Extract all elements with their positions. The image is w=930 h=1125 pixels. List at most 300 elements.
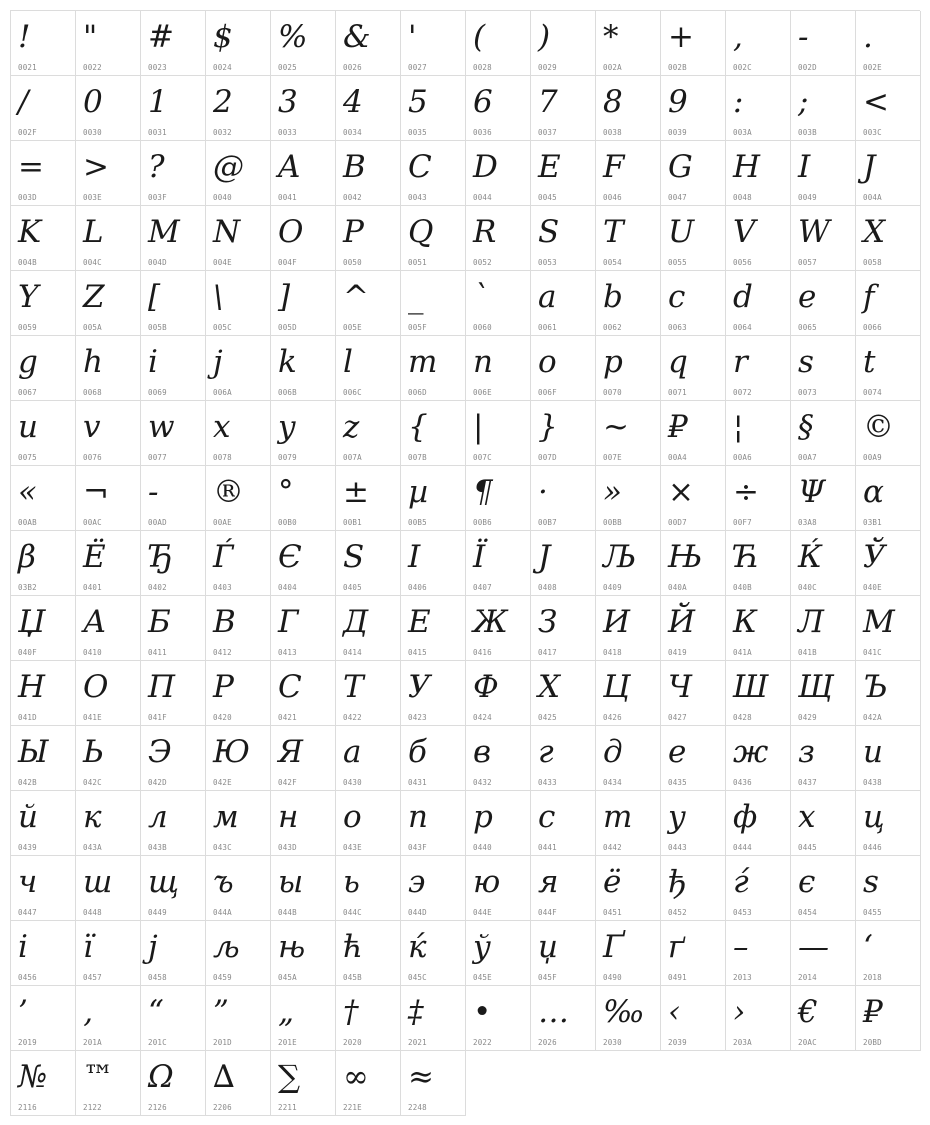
- glyph-character: L: [83, 214, 104, 250]
- glyph-cell: [791, 791, 856, 856]
- glyph-cell: [466, 466, 531, 531]
- glyph-cell: [336, 206, 401, 271]
- glyph-character: d: [733, 279, 753, 315]
- glyph-character: €: [798, 994, 818, 1030]
- glyph-codepoint: 0414: [343, 648, 362, 657]
- glyph-cell: [791, 11, 856, 76]
- glyph-codepoint: 045E: [473, 973, 492, 982]
- glyph-character: ,: [733, 19, 743, 55]
- glyph-character: —: [798, 929, 829, 965]
- glyph-character: s: [798, 344, 814, 380]
- glyph-cell: [141, 596, 206, 661]
- glyph-codepoint: 0407: [473, 583, 492, 592]
- glyph-cell: [11, 1051, 76, 1116]
- glyph-codepoint: 0457: [83, 973, 102, 982]
- glyph-cell: [206, 206, 271, 271]
- glyph-codepoint: 0429: [798, 713, 817, 722]
- glyph-cell: [661, 336, 726, 401]
- glyph-codepoint: 0406: [408, 583, 427, 592]
- glyph-codepoint: 044A: [213, 908, 232, 917]
- glyph-character: o: [538, 344, 557, 380]
- glyph-codepoint: 221E: [343, 1103, 362, 1112]
- glyph-cell: [726, 531, 791, 596]
- glyph-codepoint: 007B: [408, 453, 427, 462]
- glyph-codepoint: 00B1: [343, 518, 362, 527]
- glyph-character: Е: [408, 604, 431, 640]
- glyph-codepoint: 003D: [18, 193, 37, 202]
- glyph-cell: [76, 726, 141, 791]
- glyph-cell: [401, 206, 466, 271]
- glyph-character: ¶: [473, 474, 493, 510]
- glyph-cell: [531, 11, 596, 76]
- glyph-codepoint: 2026: [538, 1038, 557, 1047]
- glyph-cell: [401, 531, 466, 596]
- glyph-codepoint: 002F: [18, 128, 37, 137]
- glyph-cell: [206, 726, 271, 791]
- glyph-cell: [856, 336, 921, 401]
- glyph-character: B: [343, 149, 366, 185]
- glyph-codepoint: 044B: [278, 908, 297, 917]
- glyph-cell: [11, 856, 76, 921]
- glyph-codepoint: 2122: [83, 1103, 102, 1112]
- glyph-codepoint: 0063: [668, 323, 687, 332]
- glyph-character: У: [408, 669, 431, 705]
- glyph-codepoint: 2022: [473, 1038, 492, 1047]
- glyph-codepoint: 2013: [733, 973, 752, 982]
- glyph-character: }: [538, 409, 558, 445]
- glyph-cell: [76, 661, 141, 726]
- glyph-codepoint: 043E: [343, 843, 362, 852]
- glyph-character: в: [473, 734, 492, 770]
- glyph-character: ¬: [83, 474, 109, 510]
- glyph-cell: [11, 336, 76, 401]
- glyph-character: ђ: [668, 864, 688, 900]
- glyph-codepoint: 201D: [213, 1038, 232, 1047]
- glyph-codepoint: 0412: [213, 648, 232, 657]
- glyph-cell: [726, 661, 791, 726]
- glyph-character: M: [148, 214, 180, 250]
- glyph-character: .: [863, 19, 873, 55]
- glyph-codepoint: 045B: [343, 973, 362, 982]
- glyph-character: W: [798, 214, 830, 250]
- glyph-codepoint: 007D: [538, 453, 557, 462]
- glyph-codepoint: 03B1: [863, 518, 882, 527]
- glyph-cell: [141, 401, 206, 466]
- glyph-codepoint: 0418: [603, 648, 622, 657]
- glyph-character: Ь: [83, 734, 104, 770]
- glyph-cell: [76, 596, 141, 661]
- glyph-codepoint: 040C: [798, 583, 817, 592]
- glyph-codepoint: 002B: [668, 63, 687, 72]
- glyph-codepoint: 0413: [278, 648, 297, 657]
- glyph-cell: [531, 336, 596, 401]
- glyph-codepoint: 0061: [538, 323, 557, 332]
- glyph-cell: [271, 1051, 336, 1116]
- glyph-codepoint: 040B: [733, 583, 752, 592]
- glyph-codepoint: 002E: [863, 63, 882, 72]
- glyph-cell: [11, 141, 76, 206]
- glyph-cell: [271, 206, 336, 271]
- glyph-character: Ψ: [798, 474, 826, 510]
- glyph-cell: [466, 271, 531, 336]
- glyph-cell: [141, 661, 206, 726]
- glyph-cell: [206, 11, 271, 76]
- glyph-codepoint: 041A: [733, 648, 752, 657]
- glyph-character: Z: [83, 279, 105, 315]
- glyph-character: m: [408, 344, 438, 380]
- glyph-codepoint: 005C: [213, 323, 232, 332]
- glyph-character: a: [538, 279, 557, 315]
- glyph-cell: [76, 76, 141, 141]
- glyph-character: Q: [408, 214, 434, 250]
- glyph-codepoint: 0432: [473, 778, 492, 787]
- glyph-character: Њ: [668, 539, 703, 575]
- glyph-cell: [11, 531, 76, 596]
- glyph-cell: [336, 336, 401, 401]
- glyph-character: ?: [148, 149, 165, 185]
- glyph-codepoint: 042E: [213, 778, 232, 787]
- glyph-character: В: [213, 604, 236, 640]
- glyph-character: №: [18, 1059, 48, 1095]
- glyph-codepoint: 004C: [83, 258, 102, 267]
- glyph-character: ґ: [668, 929, 685, 965]
- glyph-codepoint: 0405: [343, 583, 362, 592]
- glyph-codepoint: 0074: [863, 388, 882, 397]
- glyph-cell: [271, 466, 336, 531]
- glyph-character: Ќ: [798, 539, 822, 575]
- glyph-cell: [76, 791, 141, 856]
- glyph-character: v: [83, 409, 101, 445]
- glyph-character: х: [798, 799, 816, 835]
- glyph-cell: [791, 401, 856, 466]
- glyph-codepoint: 003B: [798, 128, 817, 137]
- glyph-cell: [791, 76, 856, 141]
- glyph-character: b: [603, 279, 623, 315]
- glyph-character: ": [83, 19, 98, 55]
- glyph-codepoint: 00A7: [798, 453, 817, 462]
- glyph-cell: [271, 76, 336, 141]
- glyph-character: П: [148, 669, 176, 705]
- glyph-character: %: [278, 19, 308, 55]
- glyph-character: ±: [343, 474, 369, 510]
- glyph-cell: [336, 271, 401, 336]
- glyph-codepoint: 0035: [408, 128, 427, 137]
- glyph-cell: [856, 271, 921, 336]
- glyph-character: S: [538, 214, 560, 250]
- glyph-character: м: [213, 799, 239, 835]
- glyph-cell: [141, 466, 206, 531]
- glyph-cell: [791, 726, 856, 791]
- glyph-codepoint: 0427: [668, 713, 687, 722]
- glyph-codepoint: 043C: [213, 843, 232, 852]
- glyph-codepoint: 007E: [603, 453, 622, 462]
- glyph-character: Ж: [473, 604, 508, 640]
- glyph-character: ): [538, 19, 551, 55]
- glyph-cell: [76, 856, 141, 921]
- glyph-codepoint: 043B: [148, 843, 167, 852]
- glyph-codepoint: 0021: [18, 63, 37, 72]
- glyph-character: ™: [83, 1059, 114, 1095]
- glyph-character: М: [863, 604, 895, 640]
- glyph-character: P: [343, 214, 364, 250]
- glyph-codepoint: 041C: [863, 648, 882, 657]
- glyph-cell: [726, 921, 791, 986]
- glyph-codepoint: 0433: [538, 778, 557, 787]
- glyph-character: џ: [538, 929, 558, 965]
- glyph-codepoint: 004E: [213, 258, 232, 267]
- glyph-codepoint: 0419: [668, 648, 687, 657]
- glyph-character: Т: [343, 669, 364, 705]
- glyph-cell: [206, 76, 271, 141]
- glyph-cell: [141, 791, 206, 856]
- glyph-character: g: [18, 344, 38, 380]
- glyph-character: э: [408, 864, 426, 900]
- glyph-cell: [726, 271, 791, 336]
- glyph-character: A: [278, 149, 301, 185]
- glyph-codepoint: 00B5: [408, 518, 427, 527]
- glyph-codepoint: 0038: [603, 128, 622, 137]
- glyph-codepoint: 042B: [18, 778, 37, 787]
- glyph-character: ›: [733, 994, 746, 1030]
- glyph-codepoint: 0448: [83, 908, 102, 917]
- glyph-cell: [531, 206, 596, 271]
- glyph-codepoint: 042A: [863, 713, 882, 722]
- glyph-codepoint: 2126: [148, 1103, 167, 1112]
- glyph-character: Р: [213, 669, 234, 705]
- glyph-codepoint: 0034: [343, 128, 362, 137]
- glyph-cell: [596, 336, 661, 401]
- glyph-codepoint: 00D7: [668, 518, 687, 527]
- glyph-cell: [661, 11, 726, 76]
- glyph-codepoint: 0077: [148, 453, 167, 462]
- glyph-cell: [11, 206, 76, 271]
- glyph-character: U: [668, 214, 695, 250]
- glyph-cell: [856, 466, 921, 531]
- glyph-cell: [661, 726, 726, 791]
- glyph-codepoint: 0023: [148, 63, 167, 72]
- glyph-cell: [336, 791, 401, 856]
- glyph-character: •: [473, 994, 492, 1030]
- glyph-codepoint: 0046: [603, 193, 622, 202]
- glyph-cell: [336, 531, 401, 596]
- glyph-codepoint: 0049: [798, 193, 817, 202]
- glyph-cell: [271, 921, 336, 986]
- glyph-character: :: [733, 84, 744, 120]
- glyph-codepoint: 0024: [213, 63, 232, 72]
- glyph-cell: [401, 76, 466, 141]
- glyph-codepoint: 0040: [213, 193, 232, 202]
- glyph-cell: [856, 531, 921, 596]
- glyph-cell: [726, 401, 791, 466]
- glyph-codepoint: 0043: [408, 193, 427, 202]
- glyph-cell: [76, 336, 141, 401]
- glyph-character: 0: [83, 84, 103, 120]
- glyph-codepoint: 00AB: [18, 518, 37, 527]
- glyph-cell: [466, 336, 531, 401]
- glyph-codepoint: 004F: [278, 258, 297, 267]
- glyph-codepoint: 006F: [538, 388, 557, 397]
- glyph-cell: [401, 661, 466, 726]
- glyph-cell: [76, 206, 141, 271]
- glyph-cell: [791, 986, 856, 1051]
- glyph-character: ©: [863, 409, 894, 445]
- glyph-codepoint: 00A6: [733, 453, 752, 462]
- glyph-codepoint: 002A: [603, 63, 622, 72]
- glyph-character: ш: [83, 864, 113, 900]
- glyph-character: г: [538, 734, 554, 770]
- glyph-codepoint: 0415: [408, 648, 427, 657]
- glyph-cell: [661, 76, 726, 141]
- glyph-character: 3: [278, 84, 298, 120]
- glyph-character: l: [343, 344, 353, 380]
- glyph-cell: [661, 986, 726, 1051]
- glyph-character: Ω: [148, 1059, 174, 1095]
- glyph-character: ј: [148, 929, 158, 965]
- glyph-cell: [336, 466, 401, 531]
- glyph-codepoint: 004D: [148, 258, 167, 267]
- glyph-cell: [466, 531, 531, 596]
- glyph-codepoint: 0060: [473, 323, 492, 332]
- glyph-cell: [336, 856, 401, 921]
- glyph-cell: [596, 76, 661, 141]
- glyph-codepoint: 2248: [408, 1103, 427, 1112]
- glyph-cell: [791, 271, 856, 336]
- glyph-codepoint: 0065: [798, 323, 817, 332]
- glyph-codepoint: 044D: [408, 908, 427, 917]
- glyph-cell: [596, 791, 661, 856]
- glyph-character: љ: [213, 929, 240, 965]
- glyph-codepoint: 0439: [18, 843, 37, 852]
- glyph-cell: [206, 401, 271, 466]
- glyph-character: з: [798, 734, 815, 770]
- glyph-character: ћ: [343, 929, 363, 965]
- glyph-codepoint: 201C: [148, 1038, 167, 1047]
- glyph-character: е: [668, 734, 687, 770]
- glyph-character: Ё: [83, 539, 106, 575]
- glyph-codepoint: 0440: [473, 843, 492, 852]
- glyph-character: 6: [473, 84, 493, 120]
- glyph-character: ‚: [83, 994, 93, 1030]
- glyph-cell: [206, 466, 271, 531]
- glyph-character: F: [603, 149, 625, 185]
- glyph-codepoint: 0411: [148, 648, 167, 657]
- glyph-cell: [596, 531, 661, 596]
- glyph-character: -: [798, 19, 809, 55]
- glyph-character: ·: [538, 474, 548, 510]
- glyph-cell: [271, 856, 336, 921]
- glyph-cell: [11, 661, 76, 726]
- glyph-codepoint: 041D: [18, 713, 37, 722]
- glyph-character: α: [863, 474, 884, 510]
- glyph-cell: [336, 726, 401, 791]
- glyph-codepoint: 0428: [733, 713, 752, 722]
- glyph-character: ∆: [213, 1059, 235, 1095]
- glyph-codepoint: 0026: [343, 63, 362, 72]
- glyph-character: Ј: [538, 539, 551, 575]
- glyph-character: р: [473, 799, 493, 835]
- glyph-character: ч: [18, 864, 38, 900]
- glyph-character: ќ: [408, 929, 427, 965]
- glyph-character: y: [278, 409, 296, 445]
- glyph-character: X: [863, 214, 886, 250]
- glyph-cell: [401, 11, 466, 76]
- glyph-cell: [726, 336, 791, 401]
- glyph-cell: [726, 206, 791, 271]
- glyph-cell: [336, 921, 401, 986]
- glyph-codepoint: 043D: [278, 843, 297, 852]
- glyph-grid: [10, 10, 920, 1116]
- glyph-codepoint: 00A4: [668, 453, 687, 462]
- glyph-character: ў: [473, 929, 491, 965]
- glyph-codepoint: 2206: [213, 1103, 232, 1112]
- glyph-codepoint: 2019: [18, 1038, 37, 1047]
- glyph-cell: [466, 401, 531, 466]
- glyph-cell: [791, 661, 856, 726]
- glyph-codepoint: 00B7: [538, 518, 557, 527]
- glyph-character: и: [863, 734, 883, 770]
- glyph-codepoint: 03A8: [798, 518, 817, 527]
- glyph-cell: [856, 596, 921, 661]
- glyph-codepoint: 0066: [863, 323, 882, 332]
- glyph-character: Ґ: [603, 929, 624, 965]
- glyph-cell: [141, 141, 206, 206]
- glyph-cell: [726, 11, 791, 76]
- glyph-cell: [596, 466, 661, 531]
- glyph-character: c: [668, 279, 686, 315]
- glyph-character: Л: [798, 604, 824, 640]
- glyph-character: є: [798, 864, 816, 900]
- glyph-character: щ: [148, 864, 180, 900]
- glyph-character: +: [668, 19, 694, 55]
- glyph-cell: [466, 596, 531, 661]
- glyph-cell: [531, 661, 596, 726]
- glyph-character: ∑: [278, 1059, 301, 1095]
- glyph-cell: [401, 726, 466, 791]
- glyph-codepoint: 0458: [148, 973, 167, 982]
- glyph-codepoint: 03B2: [18, 583, 37, 592]
- glyph-character: “: [148, 994, 164, 1030]
- glyph-character: `: [473, 279, 489, 315]
- glyph-character: ц: [863, 799, 885, 835]
- glyph-character: K: [18, 214, 42, 250]
- glyph-cell: [336, 11, 401, 76]
- glyph-character: ѓ: [733, 864, 749, 900]
- glyph-character: „: [278, 994, 295, 1030]
- glyph-codepoint: 002C: [733, 63, 752, 72]
- glyph-character: {: [408, 409, 428, 445]
- glyph-codepoint: 0069: [148, 388, 167, 397]
- glyph-cell: [726, 856, 791, 921]
- glyph-character: Э: [148, 734, 172, 770]
- glyph-cell: [76, 271, 141, 336]
- glyph-codepoint: 0425: [538, 713, 557, 722]
- glyph-cell: [661, 596, 726, 661]
- glyph-cell: [661, 531, 726, 596]
- glyph-codepoint: 0062: [603, 323, 622, 332]
- glyph-codepoint: 0436: [733, 778, 752, 787]
- glyph-cell: [401, 791, 466, 856]
- glyph-codepoint: 0070: [603, 388, 622, 397]
- glyph-cell: [856, 401, 921, 466]
- glyph-codepoint: 0431: [408, 778, 427, 787]
- glyph-codepoint: 0042: [343, 193, 362, 202]
- glyph-cell: [336, 141, 401, 206]
- glyph-cell: [791, 596, 856, 661]
- glyph-cell: [206, 1051, 271, 1116]
- glyph-cell: [791, 466, 856, 531]
- glyph-character: N: [213, 214, 241, 250]
- glyph-cell: [401, 401, 466, 466]
